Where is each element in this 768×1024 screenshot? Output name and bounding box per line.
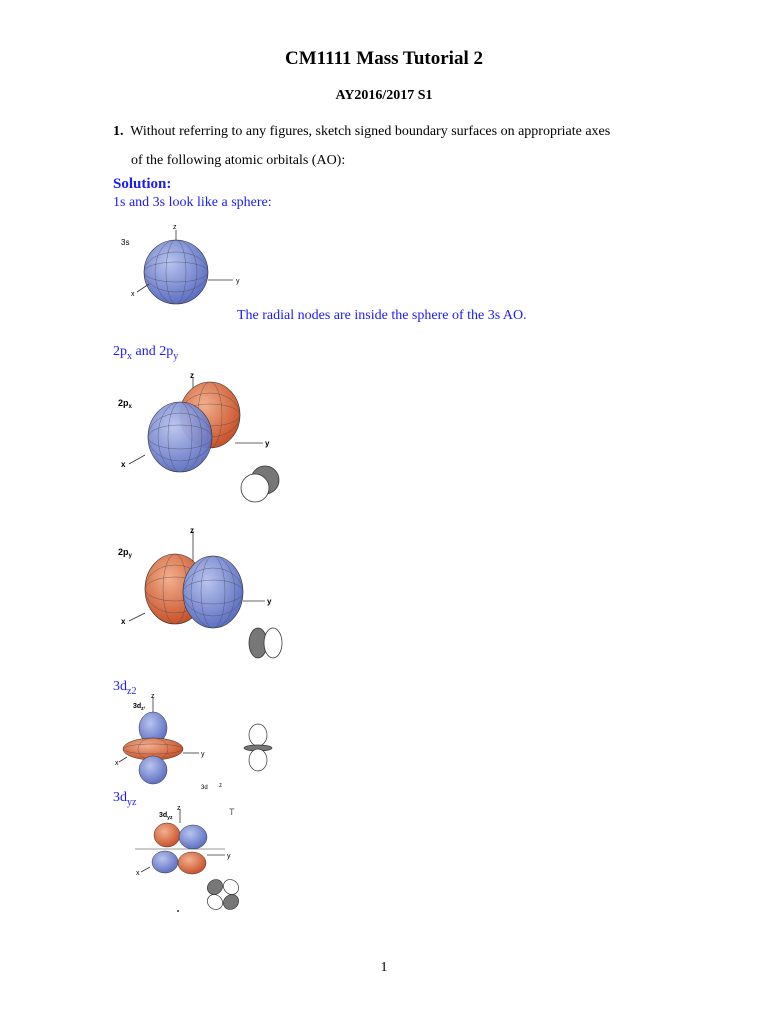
figure-3dz2-orbital: [115, 693, 280, 791]
axis-y-label: y: [227, 853, 231, 860]
stray-label-z: z: [219, 783, 222, 789]
blue-lobe-upper: [179, 825, 207, 849]
page-number: 1: [380, 960, 388, 975]
axis-x-label: x: [136, 870, 140, 877]
figure-3s-orbital: [115, 222, 250, 312]
figure-label-3dz2: $3d_{z^2}$: [133, 703, 146, 712]
page-title: CM1111 Mass Tutorial 2: [285, 48, 483, 69]
figure-label-2py: $2p_y$: [118, 547, 132, 559]
schematic-white-lobe: [241, 474, 269, 502]
figure-2py-orbital: [115, 527, 290, 662]
sphere-lobe: [144, 240, 208, 304]
blue-lobe: [148, 402, 212, 472]
axis-y-label: y: [201, 751, 205, 758]
axis-x-label: x: [121, 460, 126, 469]
figure-2px-orbital: [115, 370, 290, 505]
axis-z-label: z: [190, 526, 194, 535]
stray-label-3d: 3d: [201, 785, 208, 791]
solution-intro: 1s and 3s look like a sphere:: [113, 195, 272, 210]
radial-nodes-note: The radial nodes are inside the sphere of the 3s AO.: [237, 308, 527, 323]
question-line-2: of the following atomic orbitals (AO):: [131, 153, 346, 168]
axis-x-label: x: [121, 617, 126, 626]
blue-lobe-lower: [152, 851, 178, 873]
question-line-1: [113, 124, 610, 140]
schematic-upper-lobe: [249, 724, 267, 746]
axis-x-label: x: [115, 760, 119, 767]
axis-y-label: y: [236, 278, 240, 285]
figure-label-3s: 3s: [121, 238, 130, 247]
axis-z-label: z: [173, 224, 177, 231]
section-3dz2: $3d_{z2}$: [113, 679, 137, 697]
orange-lobe-upper: [154, 823, 180, 847]
figure-3dyz-orbital: [115, 805, 280, 915]
schematic-clover: [204, 876, 241, 912]
solution-heading: Solution:: [113, 176, 172, 192]
figure-label-3dyz: $3d_{yz}$: [159, 812, 173, 821]
figure-label-2px: $2p_x$: [118, 398, 132, 410]
schematic-lower-lobe: [249, 749, 267, 771]
section-2px-2py: $2p_x$ and $2p_y$: [113, 344, 179, 362]
axis-y-label: y: [265, 439, 270, 448]
axis-y-label: y: [267, 597, 272, 606]
orange-lobe-lower: [178, 852, 206, 874]
stray-label-t: T: [229, 807, 235, 817]
axis-z-label: z: [190, 371, 194, 380]
axis-z-label: z: [151, 693, 155, 700]
axis-z-label: z: [177, 805, 181, 812]
axis-x-label: x: [131, 291, 135, 298]
page-subtitle: AY2016/2017 S1: [335, 88, 433, 103]
schematic-white-lobe: [264, 628, 282, 658]
question-text-1: Without referring to any figures, sketch signed boundary surfaces on appropriate axes: [130, 124, 611, 139]
lower-blue-lobe: [139, 756, 167, 784]
blue-lobe: [183, 556, 243, 628]
question-number: 1.: [113, 124, 124, 139]
section-3dyz: $3d_{yz}$: [113, 790, 137, 808]
